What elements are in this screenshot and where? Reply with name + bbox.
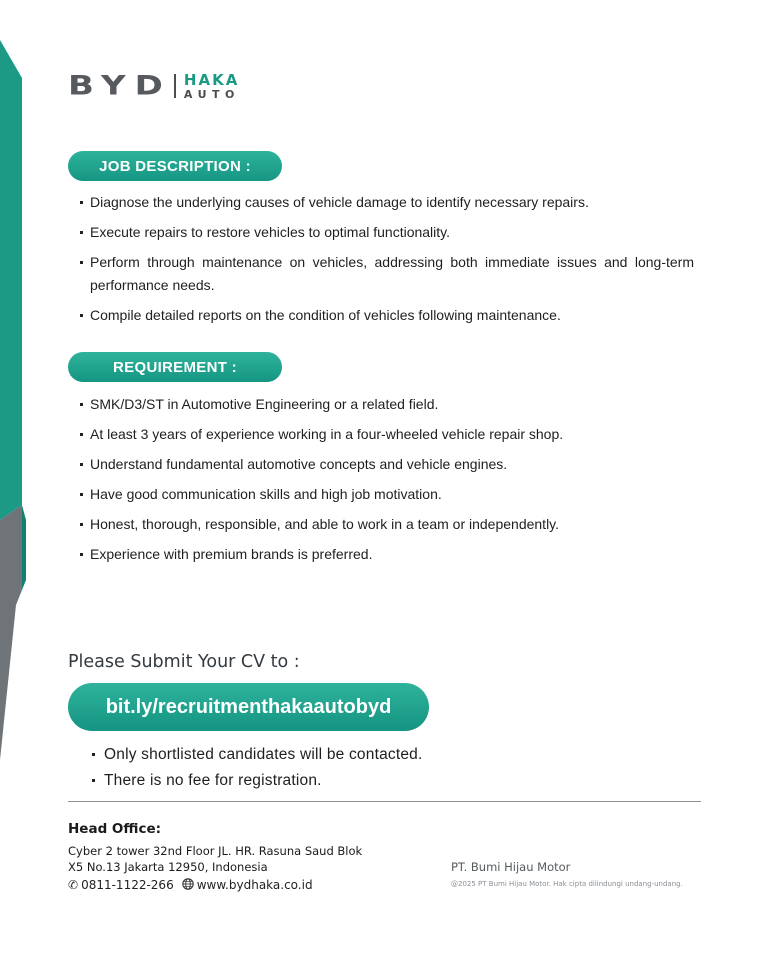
list-item: Experience with premium brands is preferred. bbox=[80, 543, 694, 566]
job-description-heading: JOB DESCRIPTION : bbox=[68, 151, 282, 181]
address-line-2: X5 No.13 Jakarta 12950, Indonesia bbox=[68, 860, 268, 874]
list-item: SMK/D3/ST in Automotive Engineering or a related field. bbox=[80, 393, 694, 416]
company-name: PT. Bumi Hijau Motor bbox=[451, 860, 571, 874]
requirement-heading: REQUIREMENT : bbox=[68, 352, 282, 382]
address-line-1: Cyber 2 tower 32nd Floor JL. HR. Rasuna Saud Blok bbox=[68, 844, 363, 858]
haka-auto-logo bbox=[183, 70, 240, 101]
contact-info bbox=[68, 878, 313, 892]
logo-divider bbox=[174, 74, 176, 98]
list-item: Execute repairs to restore vehicles to optimal functionality. bbox=[80, 221, 694, 244]
footer-divider bbox=[68, 801, 701, 802]
byd-logo: BYD bbox=[68, 70, 172, 102]
globe-icon bbox=[182, 878, 194, 892]
note-item: There is no fee for registration. bbox=[92, 768, 423, 794]
list-item: Understand fundamental automotive concepts and vehicle engines. bbox=[80, 453, 694, 476]
head-office-heading: Head Office: bbox=[68, 821, 162, 837]
list-item: Honest, thorough, responsible, and able to work in a team or independently. bbox=[80, 513, 694, 536]
submission-notes bbox=[92, 742, 423, 794]
haka-text: HAKA bbox=[183, 70, 240, 89]
copyright-text: @2025 PT Bumi Hijau Motor. Hak cipta dilindungi undang-undang. bbox=[451, 880, 683, 888]
office-address bbox=[68, 843, 398, 875]
requirement-list bbox=[80, 393, 694, 573]
submit-cv-title: Please Submit Your CV to : bbox=[68, 652, 300, 672]
phone-number[interactable]: 0811-1122-266 bbox=[81, 878, 174, 892]
list-item: Compile detailed reports on the condition of vehicles following maintenance. bbox=[80, 304, 694, 327]
phone-icon: ✆ bbox=[68, 878, 79, 892]
auto-text: AUTO bbox=[183, 87, 240, 101]
website-link[interactable]: www.bydhaka.co.id bbox=[196, 878, 313, 892]
list-item: Perform through maintenance on vehicles, addressing both immediate issues and long-term performance needs. bbox=[80, 251, 694, 297]
list-item: At least 3 years of experience working in a four-wheeled vehicle repair shop. bbox=[80, 423, 694, 446]
cv-submission-link[interactable]: bit.ly/recruitmenthakaautobyd bbox=[68, 683, 429, 731]
note-item: Only shortlisted candidates will be contacted. bbox=[92, 742, 423, 768]
list-item: Diagnose the underlying causes of vehicle damage to identify necessary repairs. bbox=[80, 191, 694, 214]
head-office bbox=[68, 821, 398, 875]
job-description-list bbox=[80, 191, 694, 334]
list-item: Have good communication skills and high job motivation. bbox=[80, 483, 694, 506]
side-decoration bbox=[0, 0, 32, 960]
brand-logo bbox=[68, 68, 240, 104]
